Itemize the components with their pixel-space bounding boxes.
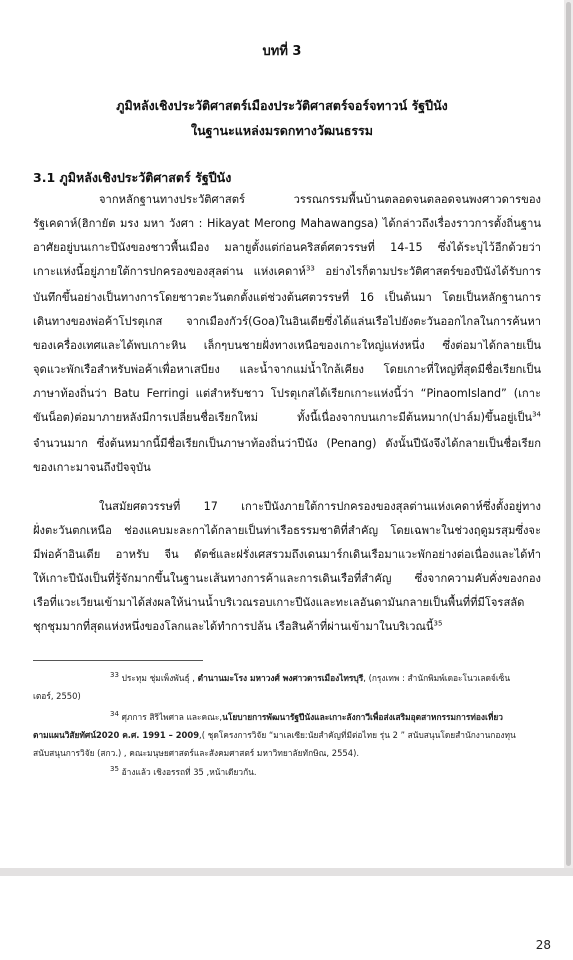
paragraph-line: เรือที่แวะเวียนเข้ามาได้ส่งผลให้น่านน้ำบริเวณรอบเกาะปีนังและทะเลอันดามันกลายเป็นพื้นที่ที่มีโจรสลัด [33, 596, 525, 609]
chapter-heading: บทที่ 3 [262, 44, 302, 59]
paragraph-line: ชุกชุมมากที่สุดแห่งหนึ่งของโลกและได้ทำการปล้น เรือสินค้าที่ผ่านเข้ามาในบริเวณนี้$^{35}$ [33, 619, 443, 633]
page-number: 28 [535, 938, 551, 952]
footnote-ref-35[interactable]: 35 [433, 619, 443, 628]
footnote-34: $^{34}$ ศุภการ สิริไพศาล และคณะ,นโยบายการพัฒนารัฐปีนังและเกาะลังกาวีเพื่อส่งเสริมอุตสาหกรรมการท่องเที่ยว [110, 710, 503, 722]
footnote-34-line-2: ตามแผนวิสัยทัศน์2020 ค.ศ. 1991 – 2009,( ชุดโครงการวิจัย “มาเลเซีย:นัยสำคัญที่มีต่อไทย รุ่น 2 ” สนับสนุนโดยสำนักงานกองทุน [33, 730, 516, 740]
paragraph-line: จุดแวะพักเรือสำหรับพ่อค้าเพื่อหาเสบียง และน้ำจากแม่น้ำใกล้เคียง โดยเกาะที่ใหญ่ที่สุดมีชื่อเรียกเป็น [33, 363, 541, 376]
paragraph-line: ของเครื่องเทศและได้พบเกาะหิน เล็กๆบนชายฝั่งทางเหนือของเกาะใหญ่แห่งหนึ่ง ซึ่งต่อมาได้กลายเป็น [33, 339, 541, 352]
next-page [0, 876, 573, 960]
paragraph-line: ในสมัยศตวรรษที่ 17 เกาะปีนังภายใต้การปกครองของสุลต่านแห่งเคดาห์ซึ่งตั้งอยู่ทาง [99, 500, 541, 513]
footnote-ref-33[interactable]: 33 [305, 264, 315, 273]
footnote-ref-34[interactable]: 34 [532, 410, 541, 419]
paragraph-line: ให้เกาะปีนังเป็นที่รู้จักมากขึ้นในฐานะเส้นทางการค้าและการเดินเรือที่สำคัญ ซึ่งจากความคับคั่งของกอง [33, 572, 541, 585]
paragraph-line: เดินทางของพ่อค้าโปรตุเกส จากเมืองกัวร์(Goa)ในอินเดียซึ่งได้แล่นเรือไปยังตะวันออกไกลในการค้นหา [33, 315, 541, 328]
footnote-33-cont: เตอร์, 2550) [33, 691, 81, 701]
paragraph-line: บันทึกขึ้นอย่างเป็นทางการโดยชาวตะวันตกตั้งแต่ช่วงต้นศตวรรษที่ 16 เป็นต้นมา โดยเป็นหลักฐานการ [33, 291, 541, 304]
footnote-34-line-3: สนับสนุนการวิจัย (สกว.) , คณะมนุษยศาสตร์และสังคมศาสตร์ มหาวิทยาลัยทักษิณ, 2554). [33, 748, 359, 758]
footnote-divider [33, 660, 203, 661]
footnote-33: $^{33}$ ประทุม ชุ่มเพ็งพันธุ์ , ตำนานมะโรง มหาวงศ์ พงศาวดารเมืองไทรบุรี, (กรุงเทพ : สำนักพิมพ์เดอะโนวเลดจ์เซ็น [110, 671, 511, 683]
footnote-35: $^{35}$ อ้างแล้ว เชิงอรรถที่ 35 ,หน้าเดียวกัน. [110, 765, 257, 777]
paragraph-line: จากหลักฐานทางประวัติศาสตร์ วรรณกรรมพื้นบ้านตลอดจนตลอดจนพงศาวดารของ [99, 193, 541, 206]
chapter-title-line-2: ในฐานะแหล่งมรดกทางวัฒนธรรม [190, 123, 374, 138]
paragraph-line: จำนวนมาก ซึ่งต้นหมากนี้มีชื่อเรียกเป็นภาษาท้องถิ่นว่าปีนัง (Penang) ดังนั้นปีนังจึงได้กลายเป็นชื่อเรียก [33, 437, 541, 450]
paragraph-line: ขันน็อต)ต่อมาภายหลังมีการเปลี่ยนชื่อเรียกใหม่ ทั้งนี้เนื่องจากบนเกาะมีต้นหมาก(ปาล์ม)ขึ้นอยู่เป็น$^{34}$ [33, 410, 541, 424]
chapter-title-line-1: ภูมิหลังเชิงประวัติศาสตร์เมืองประวัติศาสตร์จอร์จทาวน์ รัฐปีนัง [116, 98, 448, 113]
paragraph-line: ฝั่งตะวันตกเหนือ ช่องแคบมะละกาได้กลายเป็นท่าเรือธรรมชาติที่สำคัญ โดยเฉพาะในช่วงฤดูมรสุมซึ่งจะ [33, 524, 541, 537]
paragraph-line: ภาษาท้องถิ่นว่า Batu Ferringi แต่สำหรับชาว โปรตุเกสได้เรียกเกาะแห่งนี้ว่า “PinaomIsland” (เกาะ [33, 387, 541, 400]
paragraph-line: รัฐเคดาห์(ฮิกายัต มรง มหา วังศา : Hikayat Merong Mahawangsa) ได้กล่าวถึงเรื่องราวการตั้งถิ่นฐาน [33, 217, 541, 230]
vertical-scrollbar[interactable] [564, 0, 573, 868]
paragraph-line: ของเกาะมาจนถึงปัจจุบัน [33, 461, 151, 474]
scrollbar-thumb[interactable] [566, 2, 571, 866]
section-heading: 3.1 ภูมิหลังเชิงประวัติศาสตร์ รัฐปีนัง [33, 170, 232, 185]
paragraph-line: อาศัยอยู่บนเกาะปีนังของชาวพื้นเมือง มลายูตั้งแต่ก่อนคริสต์ศตวรรษที่ 14-15 ซึ่งได้ระบุไว้อีกด้วยว่า [33, 241, 541, 254]
page-separator [0, 868, 573, 876]
paragraph-line: เกาะแห่งนี้อยู่ภายใต้การปกครองของสุลต่าน แห่งเคดาห์$^{33}$ อย่างไรก็ตามประวัติศาสตร์ของปีนังได้รับการ [33, 264, 541, 278]
paragraph-line: มีพ่อค้าอินเดีย อาหรับ จีน ดัตช์และฝรั่งเศสรวมถึงเดนมาร์กเดินเรือมาแวะพักอย่างต่อเนื่องและได้ทำ [33, 548, 541, 561]
